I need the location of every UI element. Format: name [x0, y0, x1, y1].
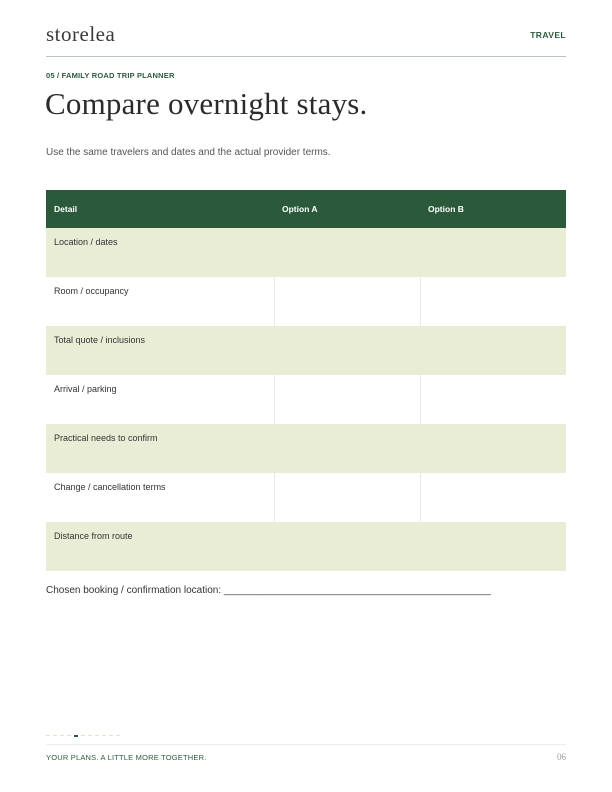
- option-b-cell[interactable]: [420, 424, 566, 473]
- progress-dash: [53, 735, 57, 736]
- header-divider: [46, 56, 566, 57]
- column-header-option-a: Option A: [274, 190, 420, 228]
- column-header-option-b: Option B: [420, 190, 566, 228]
- row-label: Practical needs to confirm: [46, 424, 274, 473]
- option-a-cell[interactable]: [274, 326, 420, 375]
- chosen-booking-line[interactable]: Chosen booking / confirmation location: ________________________________________________: [46, 585, 491, 596]
- progress-dashes: [46, 735, 126, 737]
- progress-dash-current: [74, 735, 78, 737]
- option-a-cell[interactable]: [274, 375, 420, 424]
- progress-dash: [67, 735, 71, 736]
- option-a-cell[interactable]: [274, 228, 420, 277]
- option-b-cell[interactable]: [420, 326, 566, 375]
- row-label: Location / dates: [46, 228, 274, 277]
- table-header-row: [46, 190, 566, 228]
- table-row: [46, 375, 566, 424]
- page-title: Compare overnight stays.: [45, 86, 368, 121]
- section-label: 05 / FAMILY ROAD TRIP PLANNER: [46, 71, 175, 80]
- progress-dash: [88, 735, 92, 736]
- option-a-cell[interactable]: [274, 424, 420, 473]
- table-row: [46, 326, 566, 375]
- footer-tagline: YOUR PLANS. A LITTLE MORE TOGETHER.: [46, 753, 207, 762]
- option-b-cell[interactable]: [420, 375, 566, 424]
- option-b-cell[interactable]: [420, 473, 566, 522]
- option-a-cell[interactable]: [274, 522, 420, 571]
- row-label: Change / cancellation terms: [46, 473, 274, 522]
- table-row: [46, 277, 566, 326]
- progress-dash: [81, 735, 85, 736]
- table-row: [46, 473, 566, 522]
- progress-dash: [116, 735, 120, 736]
- footer-divider: [46, 744, 566, 745]
- option-a-cell[interactable]: [274, 277, 420, 326]
- option-b-cell[interactable]: [420, 228, 566, 277]
- progress-dash: [102, 735, 106, 736]
- progress-dash: [109, 735, 113, 736]
- progress-dash: [60, 735, 64, 736]
- table-row: [46, 424, 566, 473]
- row-label: Room / occupancy: [46, 277, 274, 326]
- progress-dash: [95, 735, 99, 736]
- page-number: 06: [557, 752, 566, 762]
- row-label: Distance from route: [46, 522, 274, 571]
- progress-dash: [46, 735, 50, 736]
- table-row: [46, 228, 566, 277]
- table-row: [46, 522, 566, 571]
- page-subtitle: Use the same travelers and dates and the actual provider terms.: [46, 147, 331, 158]
- category-label: TRAVEL: [530, 30, 566, 40]
- row-label: Arrival / parking: [46, 375, 274, 424]
- comparison-table: [46, 190, 566, 571]
- column-header-detail: Detail: [46, 190, 274, 228]
- option-b-cell[interactable]: [420, 522, 566, 571]
- brand-logo: storelea: [46, 22, 116, 46]
- option-a-cell[interactable]: [274, 473, 420, 522]
- option-b-cell[interactable]: [420, 277, 566, 326]
- row-label: Total quote / inclusions: [46, 326, 274, 375]
